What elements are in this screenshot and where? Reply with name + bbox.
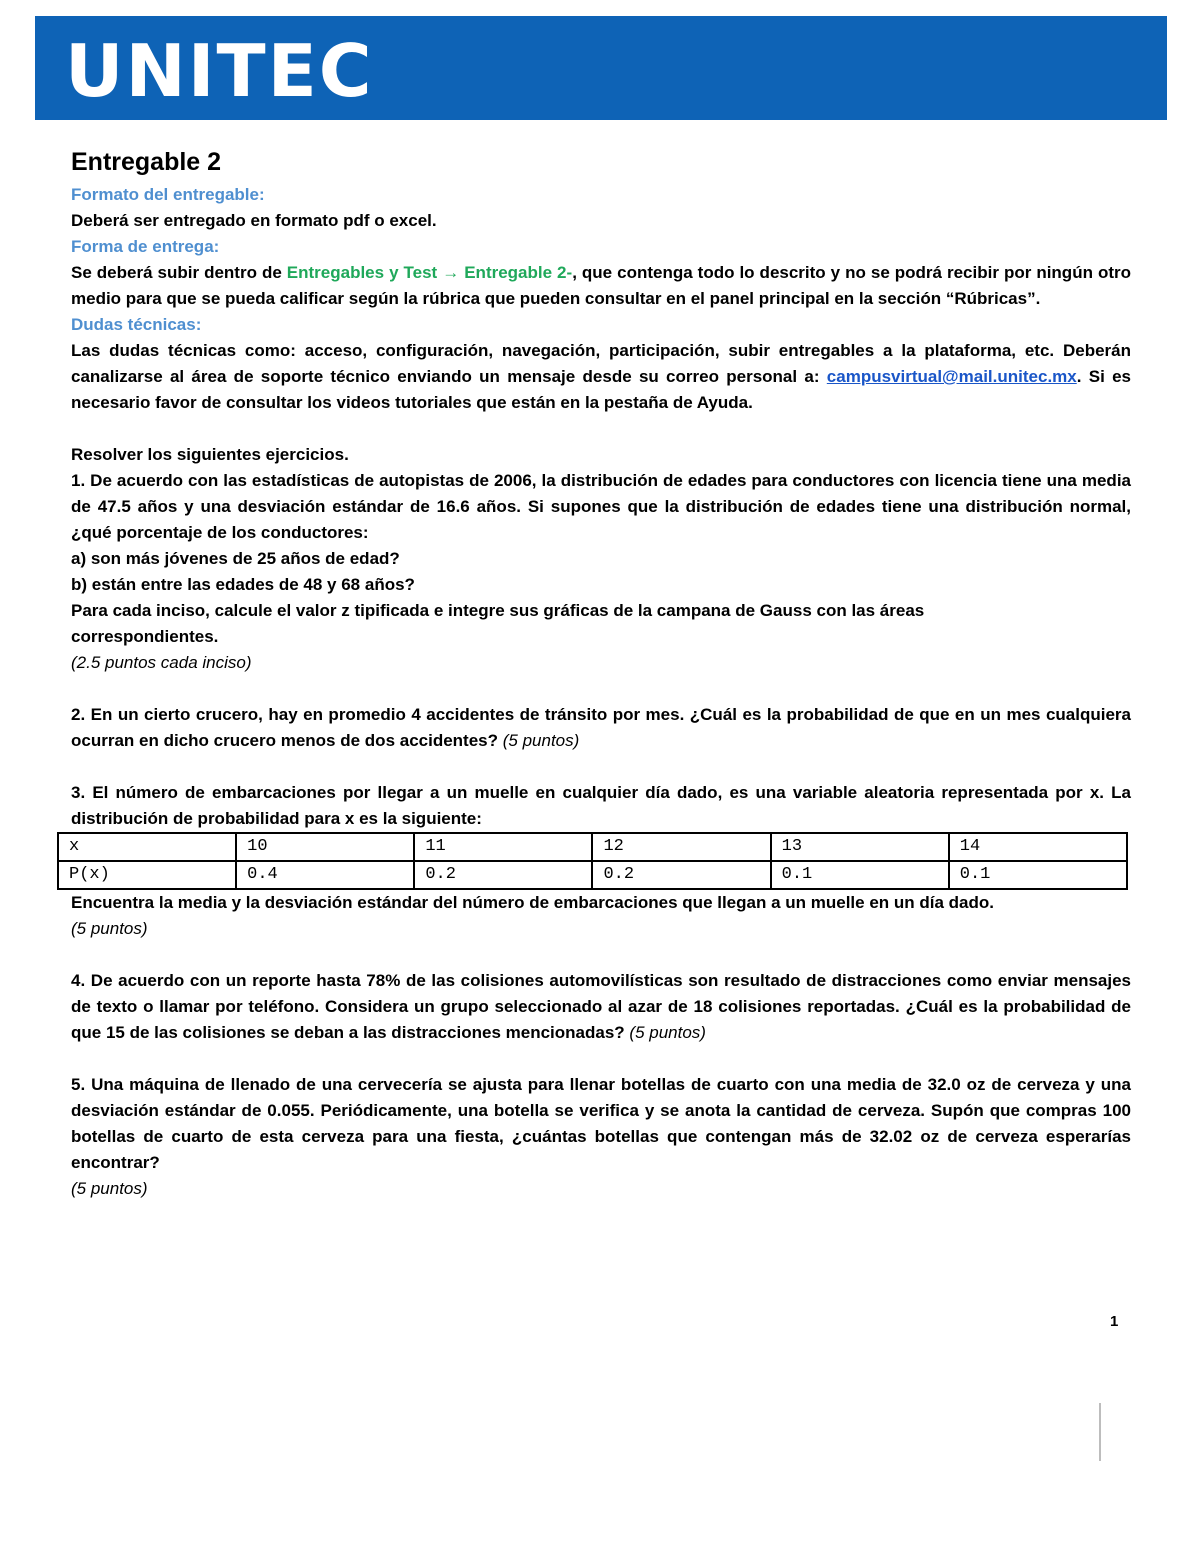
- question-3-after: Encuentra la media y la desviación estándar del número de embarcaciones que llegan a un muelle en un día dado.: [71, 893, 995, 912]
- question-1: 1. De acuerdo con las estadísticas de autopistas de 2006, la distribución de edades para conductores con licencia tiene una media de 47.5 años y una desviación estándar de 16.6 años. Si supones que la distribución de edades tiene una distribución normal, ¿qué porcentaje de los conductores:: [71, 471, 1131, 542]
- table-cell: 13: [771, 833, 949, 861]
- table-cell: 12: [592, 833, 770, 861]
- question-1-points: (2.5 puntos cada inciso): [71, 653, 252, 672]
- delivery-text-start: Se deberá subir dentro de: [71, 263, 287, 282]
- delivery-text-end: , que contenga todo lo descrito y no se podrá recibir por ningún otro medio para que se pueda calificar según la rúbrica que pueden consultar en el panel principal en la sección “Rúbricas”.: [71, 263, 1131, 308]
- format-heading: Formato del entregable:: [71, 185, 265, 204]
- table-cell: P(x): [58, 861, 236, 889]
- document-body: [71, 142, 1131, 1202]
- page-number: 1: [1110, 1313, 1119, 1330]
- delivery-text: [71, 260, 1131, 312]
- table-cell: 0.1: [949, 861, 1127, 889]
- question-3: 3. El número de embarcaciones por llegar a un muelle en cualquier día dado, es una variable aleatoria representada por x. La distribución de probabilidad para x es la siguiente:: [71, 783, 1131, 828]
- table-cell: 10: [236, 833, 414, 861]
- question-5-points: (5 puntos): [71, 1179, 148, 1198]
- table-cell: x: [58, 833, 236, 861]
- question-4-points: (5 puntos): [629, 1023, 706, 1042]
- table-cell: 11: [414, 833, 592, 861]
- question-4-text: 4. De acuerdo con un reporte hasta 78% de las colisiones automovilísticas son resultado de distracciones como enviar mensajes de texto o llamar por teléfono. Considera un grupo seleccionado al azar de 18 colisiones reportadas. ¿Cuál es la probabilidad de que 15 de las colisiones se deban a las distracciones mencionadas?: [71, 971, 1131, 1042]
- table-cell: 0.4: [236, 861, 414, 889]
- question-3-points: (5 puntos): [71, 919, 148, 938]
- header-banner: [35, 16, 1167, 120]
- tech-heading: Dudas técnicas:: [71, 315, 202, 334]
- question-1-instructions: Para cada inciso, calcule el valor z tipificada e integre sus gráficas de la campana de Gauss con las áreas correspondientes.: [71, 601, 925, 646]
- question-2-points: (5 puntos): [502, 731, 580, 750]
- table-cell: 0.2: [592, 861, 770, 889]
- tech-text: [71, 338, 1131, 416]
- question-5: 5. Una máquina de llenado de una cervecería se ajusta para llenar botellas de cuarto con una media de 32.0 oz de cerveza y una desviación estándar de 0.055. Periódicamente, una botella se verifica y se anota la cantidad de cerveza. Supón que compras 100 botellas de cuarto de esta cerveza para una fiesta, ¿cuántas botellas que contengan más de 32.02 oz de cerveza esperarías encontrar?: [71, 1075, 1131, 1172]
- delivery-heading: Forma de entrega:: [71, 237, 220, 256]
- table-cell: 0.2: [414, 861, 592, 889]
- delivery-link-entregable2: Entregable 2-: [464, 263, 573, 282]
- format-text: Deberá ser entregado en formato pdf o excel.: [71, 211, 437, 230]
- unitec-logo: UNITEC: [65, 29, 374, 113]
- footer-divider: [1099, 1403, 1101, 1461]
- question-2-text: 2. En un cierto crucero, hay en promedio 4 accidentes de tránsito por mes. ¿Cuál es la probabilidad de que en un mes cualquiera ocurran en dicho crucero menos de dos accidentes?: [71, 705, 1131, 750]
- question-4: [71, 968, 1131, 1046]
- exercises-heading: Resolver los siguientes ejercicios.: [71, 445, 349, 464]
- probability-table: [57, 832, 1128, 890]
- tech-text-start: Las dudas técnicas como: acceso, configuración, navegación, participación, subir entregables a la plataforma, etc. Deberán canalizarse al área de soporte técnico enviando un mensaje desde su correo personal a:: [71, 341, 1131, 386]
- table-cell: 14: [949, 833, 1127, 861]
- table-row: [58, 861, 1127, 889]
- page-title: Entregable 2: [71, 148, 222, 176]
- support-email-link[interactable]: campusvirtual@mail.unitec.mx: [826, 367, 1077, 386]
- question-2: [71, 702, 1131, 754]
- question-1-b: b) están entre las edades de 48 y 68 años?: [71, 575, 415, 594]
- table-cell: 0.1: [771, 861, 949, 889]
- delivery-link-entregables: Entregables y Test: [286, 263, 438, 282]
- tech-text-end: . Si es necesario favor de consultar los videos tutoriales que están en la pestaña de Ayuda.: [71, 367, 1131, 412]
- question-1-a: a) son más jóvenes de 25 años de edad?: [71, 549, 400, 568]
- table-row: [58, 833, 1127, 861]
- arrow-right-icon: →: [442, 263, 460, 282]
